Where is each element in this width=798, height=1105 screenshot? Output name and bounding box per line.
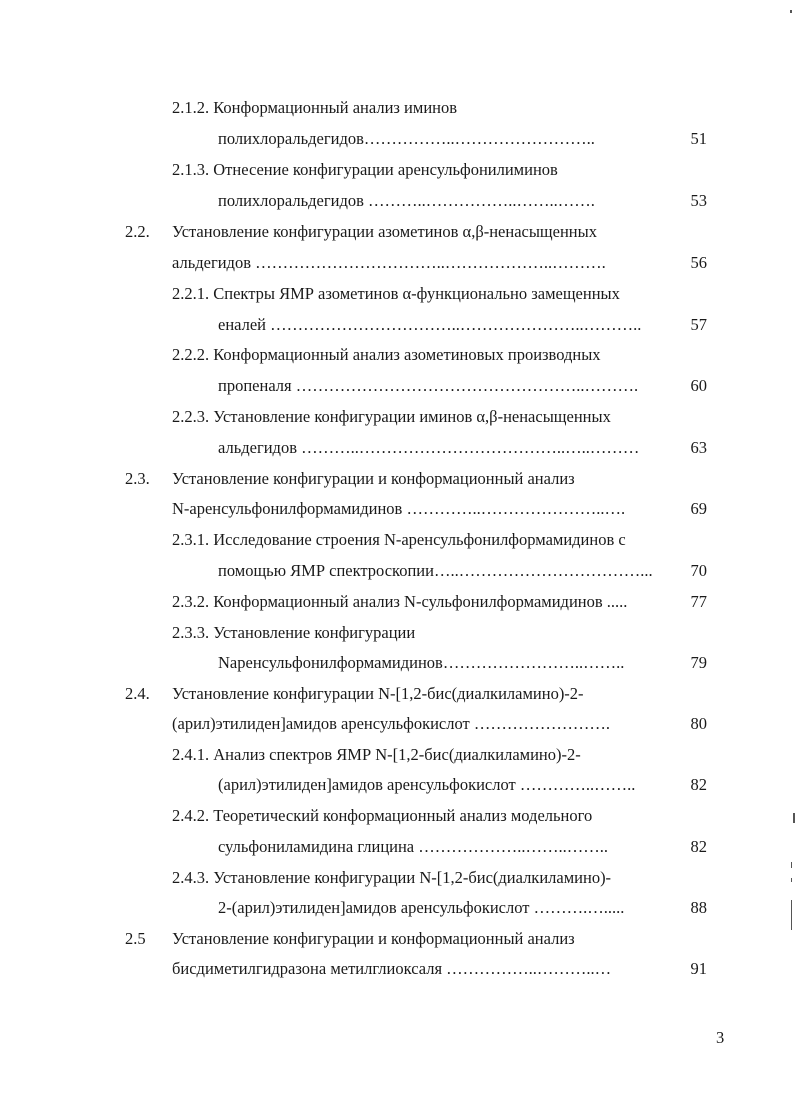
toc-page-number: 60 <box>690 376 707 395</box>
toc-entry-title: Установление конфигурации и конформационный анализ <box>172 929 575 948</box>
scan-speck <box>791 878 792 882</box>
toc-section-number: 2.4. <box>125 684 150 703</box>
toc-entry-title-cont: еналей ……………………………..…………………..……….. <box>218 315 642 334</box>
toc-page-number: 53 <box>690 191 707 210</box>
toc-page-number: 51 <box>690 129 707 148</box>
page-number: 3 <box>716 1028 725 1047</box>
toc-page-number: 82 <box>690 837 707 856</box>
toc-section-number: 2.5 <box>125 929 146 948</box>
toc-entry-title: 2.2.3. Установление конфигурации иминов α,β-ненасыщенных <box>172 407 611 426</box>
toc-entry-title-cont: полихлоральдегидов……………..…………………….. <box>218 129 595 148</box>
toc-entry-title-cont: 2-(арил)этилиден]амидов аренсульфокислот ……….…..... <box>218 898 625 917</box>
toc-page-number: 57 <box>690 315 707 334</box>
toc-entry-title-cont: сульфониламидина глицина ………………..……..…….. <box>218 837 609 856</box>
scan-speck <box>791 900 792 930</box>
toc-entry-title: 2.2.2. Конформационный анализ азометиновых производных <box>172 345 601 364</box>
toc-entry-title: 2.2.1. Спектры ЯМР азометинов α-функционально замещенных <box>172 284 620 303</box>
toc-entry-title-cont: пропеналя ……………………………………………..………. <box>218 376 639 395</box>
toc-entry-title: 2.1.3. Отнесение конфигурации аренсульфонилиминов <box>172 160 558 179</box>
toc-entry-title-cont: N-аренсульфонилформамидинов …………..…………………..…. <box>172 499 626 518</box>
toc-entry-title: 2.3.2. Конформационный анализ N-сульфонилформамидинов ..... <box>172 592 628 611</box>
toc-page-number: 69 <box>690 499 707 518</box>
scan-speck <box>793 813 795 823</box>
toc-entry-title-cont: альдегидов ……………………………..………………..………. <box>172 253 606 272</box>
toc-entry-title: Установление конфигурации азометинов α,β-ненасыщенных <box>172 222 597 241</box>
toc-entry-title: 2.4.1. Анализ спектров ЯМР N-[1,2-бис(диалкиламино)-2- <box>172 745 581 764</box>
toc-entry-title-cont: полихлоральдегидов ………..……………..……..……. <box>218 191 595 210</box>
toc-entry-title: Установление конфигурации и конформационный анализ <box>172 469 575 488</box>
toc-entry-title-cont: альдегидов ………..………………………………..…..……… <box>218 438 640 457</box>
toc-page-number: 80 <box>690 714 707 733</box>
toc-page-number: 88 <box>690 898 707 917</box>
toc-entry-title: 2.1.2. Конформационный анализ иминов <box>172 98 458 117</box>
toc-entry-title: 2.3.3. Установление конфигурации <box>172 623 416 642</box>
toc-entry-title: 2.4.2. Теоретический конформационный анализ модельного <box>172 806 593 825</box>
toc-entry-title: 2.3.1. Исследование строения N-аренсульфонилформамидинов с <box>172 530 626 549</box>
toc-entry-title-cont: помощью ЯМР спектроскопии…..……………………………... <box>218 561 653 580</box>
toc-entry-title-cont: (арил)этилиден]амидов аренсульфокислот …………..…….. <box>218 775 636 794</box>
toc-entry-title: 2.4.3. Установление конфигурации N-[1,2-бис(диалкиламино)- <box>172 868 612 887</box>
scan-speck <box>790 10 792 13</box>
toc-entry-title-cont: бисдиметилгидразона метилглиоксаля ……………..………..… <box>172 959 612 978</box>
toc-page-number: 91 <box>690 959 707 978</box>
toc-entry-title-cont: Nаренсульфонилформамидинов……………………..…….. <box>218 653 625 672</box>
toc-entry-title-cont: (арил)этилиден]амидов аренсульфокислот ……………………. <box>172 714 610 733</box>
toc-page-number: 77 <box>690 592 707 611</box>
toc-page-number: 82 <box>690 775 707 794</box>
toc-entry-title: Установление конфигурации N-[1,2-бис(диалкиламино)-2- <box>172 684 584 703</box>
toc-page-number: 63 <box>690 438 707 457</box>
toc-page-number: 70 <box>690 561 707 580</box>
toc-page-number: 56 <box>690 253 707 272</box>
toc-page-number: 79 <box>690 653 707 672</box>
toc-section-number: 2.2. <box>125 222 150 241</box>
toc-section-number: 2.3. <box>125 469 150 488</box>
scan-speck <box>791 862 792 868</box>
